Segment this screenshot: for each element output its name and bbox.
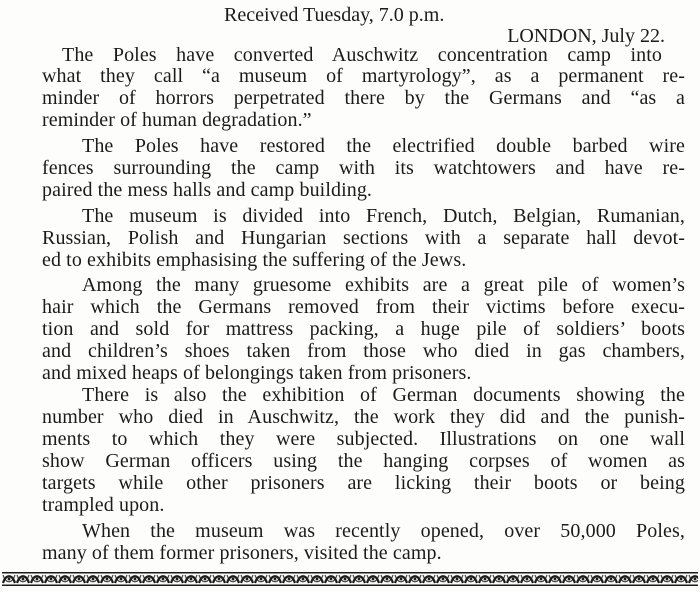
article-line: number who died in Auschwitz, the work they did and the punish- (42, 406, 685, 428)
article-line: ed to exhibits emphasising the suffering of the Jews. (42, 249, 467, 271)
article-line: The Poles have converted Auschwitz concentration camp into (62, 44, 662, 66)
article-line: fences surrounding the camp with its watchtowers and have re- (42, 157, 685, 179)
article-line: show German officers using the hanging corpses of women as (42, 450, 685, 472)
article-line: what they call “a museum of martyrology”, as a permanent re- (42, 65, 685, 87)
article-line: The museum is divided into French, Dutch, Belgian, Rumanian, (82, 205, 685, 227)
article-line: trampled upon. (42, 494, 165, 516)
article-line: paired the mess halls and camp building. (42, 179, 373, 201)
article-line: ments to which they were subjected. Illustrations on one wall (42, 428, 685, 450)
received-time: Received Tuesday, 7.0 p.m. (224, 4, 445, 26)
article-line: reminder of human degradation.” (42, 109, 312, 131)
article-line: There is also the exhibition of German documents showing the (82, 384, 685, 406)
article-line: Among the many gruesome exhibits are a great pile of women’s (82, 274, 685, 296)
article-line: targets while other prisoners are licking their boots or being (42, 472, 685, 494)
dateline: LONDON, July 22. (507, 25, 665, 47)
article-line: and mixed heaps of belongings taken from prisoners. (42, 362, 472, 384)
article-line: many of them former prisoners, visited the camp. (42, 542, 442, 564)
article-line: and children’s shoes taken from those who died in gas chambers, (42, 340, 685, 362)
decorative-rule-icon (2, 572, 698, 586)
article-line: tion and sold for mattress packing, a huge pile of soldiers’ boots (42, 318, 685, 340)
article-line: When the museum was recently opened, over 50,000 Poles, (82, 520, 685, 542)
article-line: The Poles have restored the electrified double barbed wire (82, 135, 685, 157)
article-line: Russian, Polish and Hungarian sections with a separate hall devot- (42, 227, 685, 249)
article-line: minder of horrors perpetrated there by the Germans and “as a (42, 87, 685, 109)
article-line: hair which the Germans removed from their victims before execu- (42, 296, 685, 318)
